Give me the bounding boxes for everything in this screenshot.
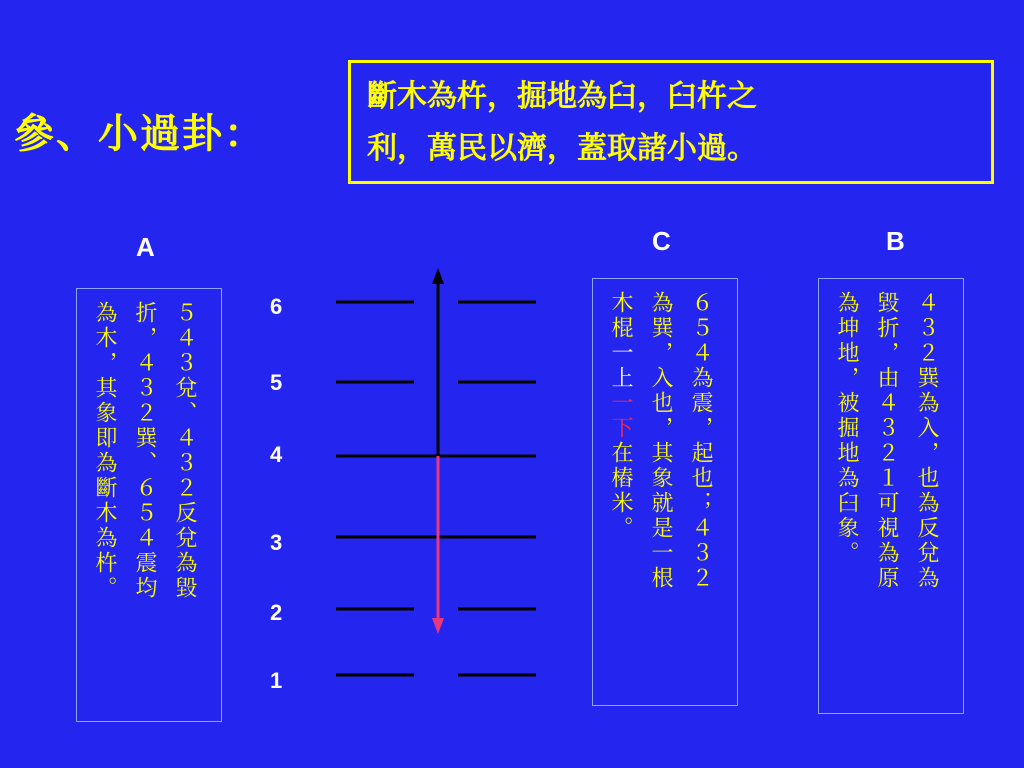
label-a: A	[136, 232, 155, 262]
panel-b-col-1-text: ４３２巽為入，也為反兌為	[914, 291, 939, 591]
panel-c-col-3-after: 在樁米。	[608, 441, 633, 541]
panel-a-col-1-text: ５４３兌、４３２反兌為毀	[172, 301, 197, 601]
down-arrow-head	[432, 618, 444, 634]
quote-line-1: 斷木為杵，掘地為臼，臼杵之	[367, 79, 757, 114]
panel-a-col-3-text: 為木，其象即為斷木為杵。	[92, 301, 117, 601]
row-label-6: 6	[270, 294, 283, 319]
label-c: C	[652, 226, 671, 256]
label-b: B	[886, 226, 905, 256]
panel-c-col-1-text: ６５４為震，起也；４３２	[688, 291, 713, 591]
panel-c-down: 下	[608, 416, 633, 441]
row-label-4: 4	[270, 442, 283, 467]
slide-title: 參、小過卦：	[14, 110, 266, 157]
panel-c-col-3-before: 木棍	[608, 291, 633, 341]
panel-b-col-3-text: 為坤地，被掘地為臼象。	[834, 291, 859, 566]
panel-c-down-dash: 一	[608, 391, 633, 416]
panel-b-col-2-text: 毀折，由４３２１可視為原	[874, 291, 899, 591]
row-label-2: 2	[270, 600, 283, 625]
panel-c-up: 上	[608, 366, 633, 391]
row-label-3: 3	[270, 530, 283, 555]
panel-a-col-2-text: 折，４３２巽、６５４震均	[132, 301, 157, 601]
panel-c-col-2-text: 為巽，入也，其象就是一根	[648, 291, 673, 591]
panel-c-up-dash: 一	[608, 341, 633, 366]
quote-line-2: 利，萬民以濟，蓋取諸小過。	[367, 131, 757, 166]
row-label-5: 5	[270, 370, 283, 395]
up-arrow-head	[432, 268, 444, 284]
row-label-1: 1	[270, 668, 283, 693]
